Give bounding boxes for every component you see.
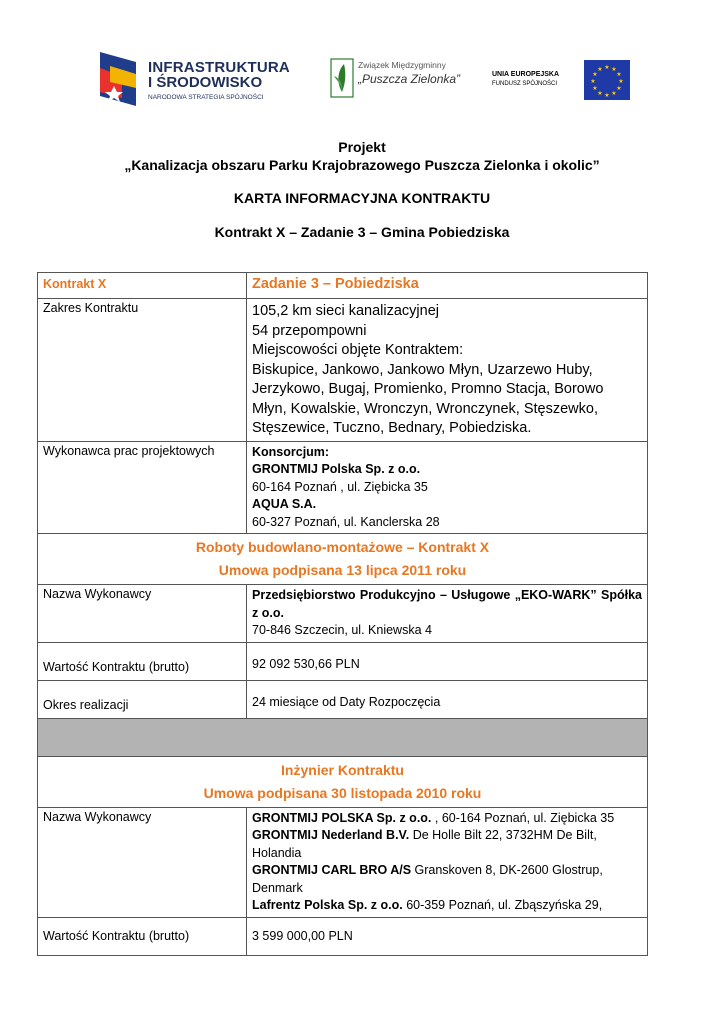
zakres-line-1: 105,2 km sieci kanalizacyjnej xyxy=(252,303,439,319)
eu-line2: FUNDUSZ SPÓJNOŚCI xyxy=(492,81,558,87)
inzynier-title: Inżynier Kontraktu xyxy=(281,761,404,778)
inz-wartosc-label: Wartość Kontraktu (brutto) xyxy=(38,917,247,955)
inz-firm3-addr: Granskoven 8, DK-2600 Glostrup, Denmark xyxy=(252,863,603,895)
inz-firm2: GRONTMIJ Nederland B.V. xyxy=(252,828,410,842)
projekt-label: Wykonawca prac projektowych xyxy=(38,441,247,534)
eu-line1: UNIA EUROPEJSKA xyxy=(492,71,560,78)
zwiazek-logo xyxy=(330,56,460,102)
wartosc-value: 92 092 530,66 PLN xyxy=(247,642,648,680)
inzynier-section xyxy=(38,756,648,807)
table-row-zakres xyxy=(38,299,648,442)
inzynier-umowa: Umowa podpisana 30 listopada 2010 roku xyxy=(203,784,482,801)
inz-firm1-addr: , 60-164 Poznań, ul. Ziębicka 35 xyxy=(431,810,615,825)
wykonawca-addr: 70-846 Szczecin, ul. Kniewska 4 xyxy=(252,623,432,637)
svg-text:★: ★ xyxy=(604,92,610,99)
infrastruktura-emblem-icon xyxy=(96,48,144,110)
leaf-emblem-icon xyxy=(330,58,354,98)
svg-text:★: ★ xyxy=(592,71,598,78)
svg-text:★: ★ xyxy=(616,71,622,78)
table-row-inz-wartosc xyxy=(38,917,648,955)
inz-firm3: GRONTMIJ CARL BRO A/S xyxy=(252,863,412,877)
svg-text:★: ★ xyxy=(616,85,622,92)
svg-text:★: ★ xyxy=(611,90,617,97)
projekt-firm2: AQUA S.A. xyxy=(252,497,317,511)
heading-projekt: Projekt xyxy=(338,139,386,155)
infra-line1: INFRASTRUKTURA xyxy=(148,59,290,76)
contract-table xyxy=(37,272,648,956)
wykonawca-name: Przedsiębiorstwo Produkcyjno – Usługowe „EKO-WARK” Spółka z o.o. xyxy=(252,588,642,620)
svg-text:★: ★ xyxy=(611,66,617,73)
heading-contract-line: Kontrakt X – Zadanie 3 – Gmina Pobiedziska xyxy=(214,224,510,240)
table-row-nazwa xyxy=(38,585,648,643)
svg-text:★: ★ xyxy=(590,78,596,85)
inz-firm4: Lafrentz Polska Sp. z o.o. xyxy=(252,898,403,912)
okres-label: Okres realizacji xyxy=(38,680,247,718)
nazwa-value xyxy=(247,585,648,643)
roboty-section xyxy=(38,534,648,585)
nazwa-label: Nazwa Wykonawcy xyxy=(38,585,247,643)
svg-text:★: ★ xyxy=(597,66,603,73)
infra-line2: I ŚRODOWISKO xyxy=(148,74,263,91)
svg-text:★: ★ xyxy=(604,64,610,71)
table-row-inzynier xyxy=(38,756,648,807)
table-row-roboty xyxy=(38,534,648,585)
inz-firm1: GRONTMIJ POLSKA Sp. z o.o. xyxy=(252,810,432,825)
zwiazek-line1: Związek Międzygminny xyxy=(358,60,446,70)
logo-bar xyxy=(0,40,724,120)
zakres-value xyxy=(247,299,648,442)
eu-logo xyxy=(488,60,630,100)
table-row-header xyxy=(38,273,648,299)
infrastruktura-logo xyxy=(96,48,290,114)
table-row-projekt xyxy=(38,441,648,534)
zwiazek-line2: „Puszcza Zielonka” xyxy=(358,72,461,86)
svg-text:★: ★ xyxy=(597,90,603,97)
svg-text:★: ★ xyxy=(592,85,598,92)
table-row-gray-separator xyxy=(38,718,648,756)
infra-line3: NARODOWA STRATEGIA SPÓJNOŚCI xyxy=(148,94,264,101)
head-right: Zadanie 3 – Pobiedziska xyxy=(247,273,648,299)
projekt-addr2: 60-327 Poznań, ul. Kanclerska 28 xyxy=(252,514,440,529)
zakres-line-2: 54 przepompowni xyxy=(252,322,367,339)
heading-card-title: KARTA INFORMACYJNA KONTRAKTU xyxy=(233,190,491,206)
roboty-umowa: Umowa podpisana 13 lipca 2011 roku xyxy=(218,562,467,578)
projekt-addr1: 60-164 Poznań , ul. Ziębicka 35 xyxy=(252,479,428,494)
heading-project-title: „Kanalizacja obszaru Parku Krajobrazowego Puszcza Zielonka i okolic” xyxy=(124,157,600,173)
roboty-title: Roboty budowlano-montażowe – Kontrakt X xyxy=(195,539,490,555)
projekt-value xyxy=(247,441,648,534)
gray-separator xyxy=(38,718,648,756)
okres-value: 24 miesiące od Daty Rozpoczęcia xyxy=(247,680,648,718)
table-row-wartosc xyxy=(38,642,648,680)
inz-wartosc-value: 3 599 000,00 PLN xyxy=(247,917,648,955)
head-left: Kontrakt X xyxy=(38,273,247,299)
zakres-line-3: Miejscowości objęte Kontraktem: xyxy=(252,342,464,358)
inz-nazwa-label: Nazwa Wykonawcy xyxy=(38,807,247,917)
svg-text:★: ★ xyxy=(618,78,624,85)
projekt-konsorcjum: Konsorcjum: xyxy=(252,444,330,459)
zakres-label: Zakres Kontraktu xyxy=(38,299,247,442)
inz-firm4-addr: 60-359 Poznań, ul. Zbąszyńska 29, xyxy=(402,898,603,912)
wartosc-label: Wartość Kontraktu (brutto) xyxy=(38,642,247,680)
table-row-okres xyxy=(38,680,648,718)
projekt-firm1: GRONTMIJ Polska Sp. z o.o. xyxy=(252,462,421,476)
inz-firm2-addr: De Holle Bilt 22, 3732HM De Bilt, Holandia xyxy=(252,828,597,860)
zakres-line-4: Biskupice, Jankowo, Jankowo Młyn, Uzarzewo Huby, Jerzykowo, Bugaj, Promienko, Promno Stacja, Borowo Młyn, Kowalskie, Wronczyn, Wronczynek, Stęszewko, Stęszewice, Tuczno, Bednary, Pobiedziska. xyxy=(252,361,604,436)
table-row-inz-nazwa xyxy=(38,807,648,917)
eu-flag-icon xyxy=(584,60,630,100)
inz-nazwa-value xyxy=(247,807,648,917)
